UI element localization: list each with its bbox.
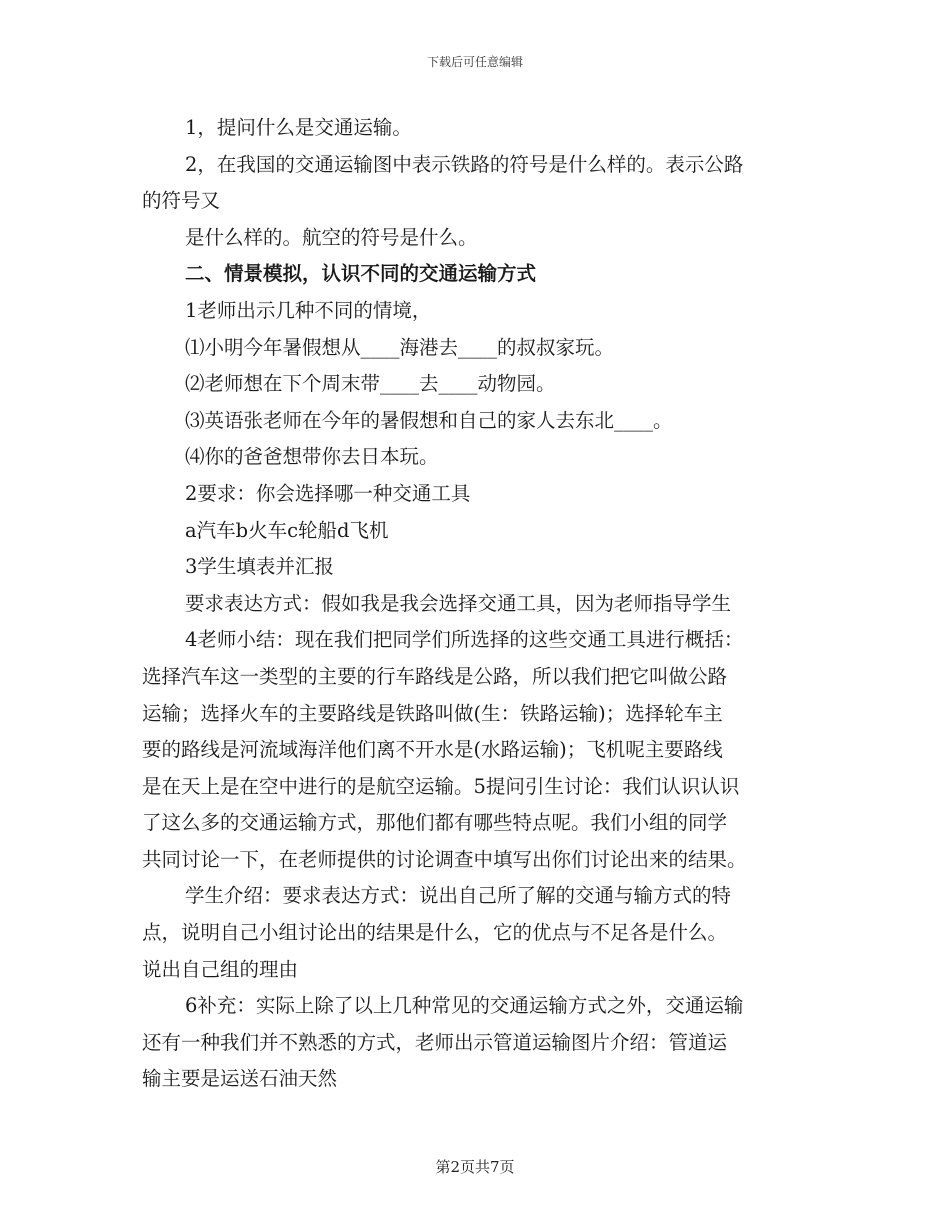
text-line: 2要求：你会选择哪一种交通工具 bbox=[185, 481, 471, 505]
text-line: 说出自己组的理由 bbox=[142, 957, 299, 981]
text-line: 4老师小结：现在我们把同学们所选择的这些交通工具进行概括： bbox=[185, 628, 744, 652]
text-line: 2，在我国的交通运输图中表示铁路的符号是什么样的。表示公路 bbox=[185, 152, 744, 176]
text-line: 选择汽车这一类型的主要的行车路线是公路，所以我们把它叫做公路 bbox=[142, 664, 728, 688]
text-line: ⑶英语张老师在今年的暑假想和自己的家人去东北____。 bbox=[185, 408, 673, 432]
section-heading: 二、情景模拟，认识不同的交通运输方式 bbox=[185, 262, 537, 286]
text-line: 是在天上是在空中进行的是航空运输。5提问引生讨论：我们认识认识 bbox=[142, 774, 740, 798]
text-line: 运输；选择火车的主要路线是铁路叫做(生：铁路运输)；选择轮车主 bbox=[142, 701, 723, 725]
document-body bbox=[142, 110, 814, 1098]
text-line: a汽车b火车c轮船d飞机 bbox=[185, 518, 389, 542]
text-line: 要求表达方式：假如我是我会选择交通工具，因为老师指导学生 bbox=[185, 591, 732, 615]
text-line: 是什么样的。航空的符号是什么。 bbox=[185, 225, 478, 249]
text-line: ⑵老师想在下个周末带____去____动物园。 bbox=[185, 372, 556, 396]
page-footer: 第2页共7页 bbox=[435, 1158, 515, 1176]
text-line: 6补充：实际上除了以上几种常见的交通运输方式之外，交通运输 bbox=[185, 994, 744, 1018]
text-line: 要的路线是河流域海洋他们离不开水是(水路运输)；飞机呢主要路线 bbox=[142, 738, 723, 762]
text-line: 点，说明自己小组讨论出的结果是什么，它的优点与不足各是什么。 bbox=[142, 921, 728, 945]
text-line: ⑷你的爸爸想带你去日本玩。 bbox=[185, 445, 439, 469]
text-line: ⑴小明今年暑假想从____海港去____的叔叔家玩。 bbox=[185, 335, 615, 359]
text-line: 学生介绍：要求表达方式：说出自己所了解的交通与输方式的特 bbox=[185, 884, 732, 908]
text-line: 输主要是运送石油天然 bbox=[142, 1067, 338, 1091]
page-header: 下载后可任意编辑 bbox=[426, 55, 523, 69]
text-line: 了这么多的交通运输方式，那他们都有哪些特点呢。我们小组的同学 bbox=[142, 811, 728, 835]
text-line: 还有一种我们并不熟悉的方式，老师出示管道运输图片介绍：管道运 bbox=[142, 1030, 728, 1054]
text-line: 1，提问什么是交通运输。 bbox=[185, 116, 412, 139]
text-line: 的符号又 bbox=[142, 189, 221, 213]
text-line: 3学生填表并汇报 bbox=[185, 555, 334, 579]
text-line: 共同讨论一下，在老师提供的讨论调查中填写出你们讨论出来的结果。 bbox=[142, 847, 747, 871]
text-line: 1老师出示几种不同的情境， bbox=[185, 298, 432, 322]
